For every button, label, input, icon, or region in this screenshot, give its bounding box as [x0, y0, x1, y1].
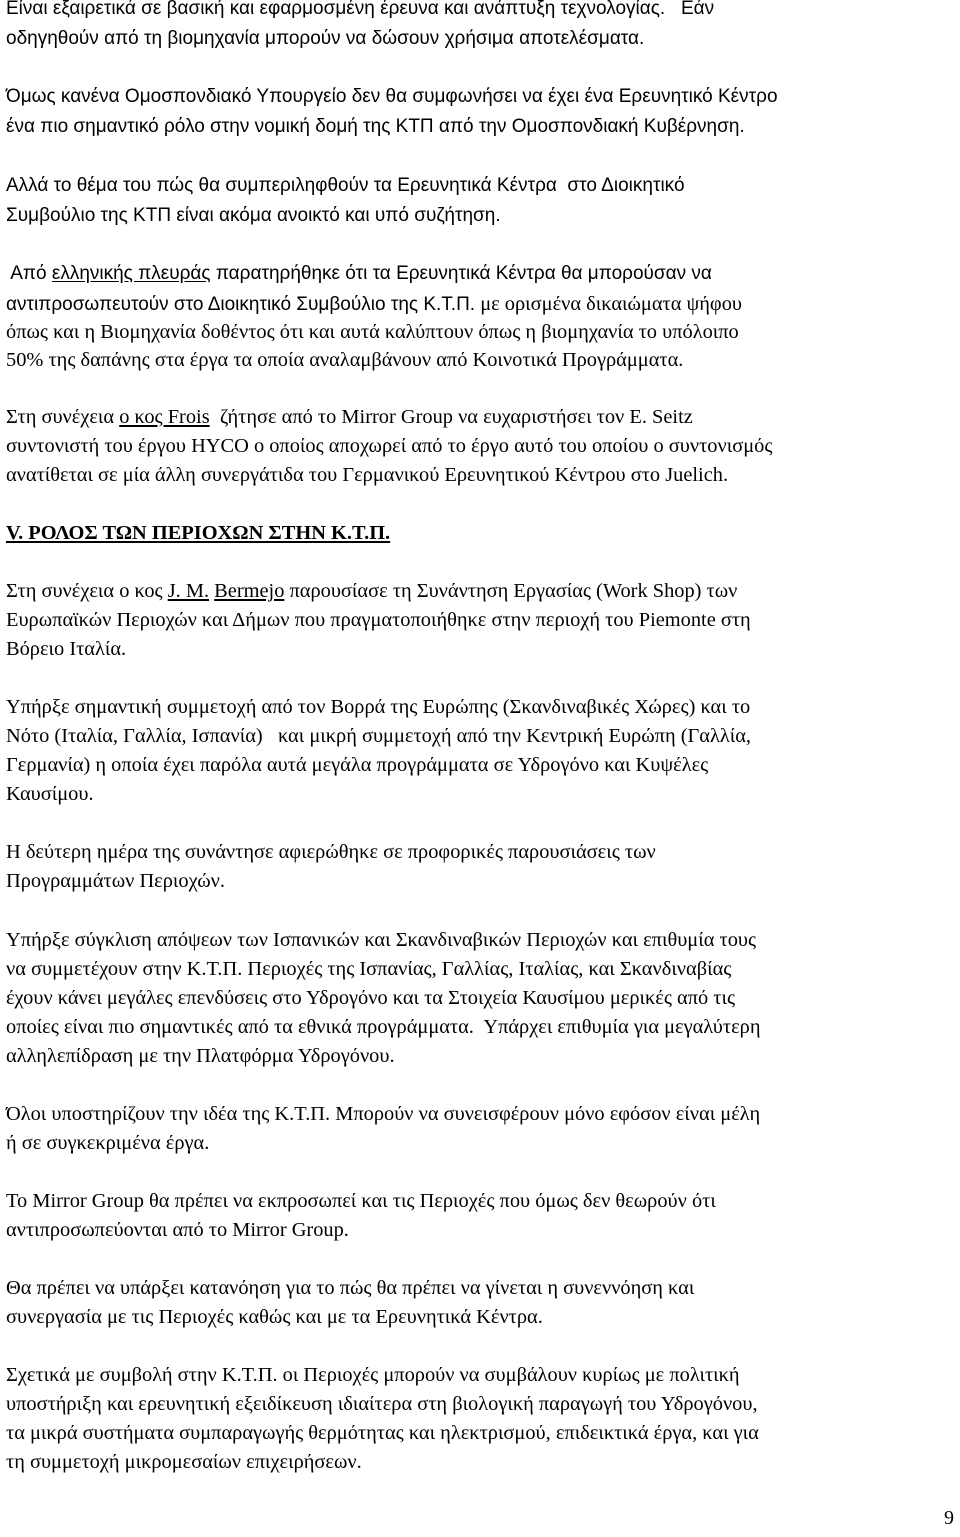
page-number: 9: [944, 1507, 954, 1529]
paragraph-line: Ευρωπαϊκών Περιοχών και Δήμων που πραγματοποιήθηκε στην περιοχή του Piemonte στη: [6, 609, 751, 631]
paragraph-line: Προγραμμάτων Περιοχών.: [6, 870, 225, 892]
paragraph-line: Συμβούλιο της ΚΤΠ είναι ακόμα ανοικτό και υπό συζήτηση.: [6, 205, 501, 226]
paragraph-line: ένα πιο σημαντικό ρόλο στην νομική δομή της ΚΤΠ από την Ομοσπονδιακή Κυβέρνηση.: [6, 116, 745, 137]
paragraph-line: [6, 289, 954, 320]
paragraph-line: τα μικρά συστήματα συμπαραγωγής θερμότητας και ηλεκτρισμού, επιδεικτικά έργα, και για: [6, 1422, 759, 1444]
paragraph-line: [6, 259, 954, 289]
paragraph-line: Αλλά το θέμα του πώς θα συμπεριληφθούν τα Ερευνητικά Κέντρα στο Διοικητικό: [6, 175, 685, 196]
paragraph-line: συνεργασία με τις Περιοχές καθώς και με τα Ερευνητικά Κέντρα.: [6, 1306, 543, 1328]
paragraph-line: Καυσίμου.: [6, 783, 94, 805]
paragraph-line: Υπήρξε σημαντική συμμετοχή από τον Βορρά της Ευρώπης (Σκανδιναβικές Χώρες) και το: [6, 696, 751, 718]
paragraph-line: Θα πρέπει να υπάρξει κατανόηση για το πώς θα πρέπει να γίνεται η συνεννόηση και: [6, 1277, 695, 1299]
paragraph-line: Νότο (Ιταλία, Γαλλία, Ισπανία) και μικρή συμμετοχή από την Κεντρική Ευρώπη (Γαλλία,: [6, 725, 752, 747]
paragraph-line: να συμμετέχουν στην Κ.Τ.Π. Περιοχές της Ισπανίας, Γαλλίας, Ιταλίας, και Σκανδιναβίας: [6, 958, 732, 980]
paragraph-line: αντιπροσωπεύονται από το Mirror Group.: [6, 1219, 349, 1241]
paragraph-line: όπως και η Βιομηχανία δοθέντος ότι και αυτά καλύπτουν όπως η βιομηχανία το υπόλοιπο: [6, 321, 739, 343]
paragraph-line: υποστήριξη και ερευνητική εξειδίκευση ιδιαίτερα στη βιολογική παραγωγή του Υδρογόνου,: [6, 1393, 758, 1415]
underlined-text: J. M.: [167, 580, 210, 602]
paragraph-line: ανατίθεται σε μία άλλη συνεργάτιδα του Γερμανικού Ερευνητικού Κέντρου στο Juelich.: [6, 464, 729, 486]
paragraph-line: οδηγηθούν από τη βιομηχανία μπορούν να δώσουν χρήσιμα αποτελέσματα.: [6, 28, 645, 49]
paragraph-line: συντονιστή του έργου HYCO ο οποίος αποχωρεί από το έργο αυτό του οποίου ο συντονισμός: [6, 435, 773, 457]
text-run: παρουσίασε τη Συνάντηση Εργασίας (Work Shop) των: [284, 580, 738, 602]
paragraph-line: Όλοι υποστηρίζουν την ιδέα της Κ.Τ.Π. Μπορούν να συνεισφέρουν μόνο εφόσον είναι μέλη: [6, 1103, 761, 1125]
underlined-text: Bermejo: [214, 580, 285, 602]
section-heading: V. ΡΟΛΟΣ ΤΩΝ ΠΕΡΙΟΧΩΝ ΣΤΗΝ Κ.Τ.Π.: [6, 522, 391, 544]
text-run: αντιπροσωπευτούν στο Διοικητικό Συμβούλιο της Κ.Τ.Π.: [6, 294, 476, 315]
text-run: Στη συνέχεια: [6, 406, 120, 428]
paragraph-line: Βόρειο Ιταλία.: [6, 638, 127, 660]
paragraph-line: [6, 576, 954, 606]
underlined-text: ο κος Frois: [119, 406, 210, 428]
paragraph-line: Όμως κανένα Ομοσπονδιακό Υπουργείο δεν θα συμφωνήσει να έχει ένα Ερευνητικό Κέντρο: [6, 86, 778, 107]
text-run: ζήτησε από το Mirror Group να ευχαριστήσει τον E. Seitz: [209, 406, 693, 428]
paragraph-line: ή σε συγκεκριμένα έργα.: [6, 1132, 210, 1154]
text-run: Στη συνέχεια ο κος: [6, 580, 168, 602]
paragraph-line: οποίες είναι πιο σημαντικές από τα εθνικά προγράμματα. Υπάρχει επιθυμία για μεγαλύτερη: [6, 1016, 761, 1038]
paragraph-line: τη συμμετοχή μικρομεσαίων επιχειρήσεων.: [6, 1451, 362, 1473]
paragraph-line: αλληλεπίδραση με την Πλατφόρμα Υδρογόνου.: [6, 1045, 395, 1067]
paragraph-line: Σχετικά με συμβολή στην Κ.Τ.Π. οι Περιοχές μπορούν να συμβάλουν κυρίως με πολιτική: [6, 1364, 740, 1386]
paragraph-line: [6, 402, 954, 432]
paragraph-line: Είναι εξαιρετικά σε βασική και εφαρμοσμένη έρευνα και ανάπτυξη τεχνολογίας. Εάν: [6, 0, 715, 19]
underlined-text: ελληνικής πλευράς: [51, 263, 211, 284]
paragraph-line: Το Mirror Group θα πρέπει να εκπροσωπεί και τις Περιοχές που όμως δεν θεωρούν ότι: [6, 1190, 716, 1212]
paragraph-line: 50% της δαπάνης στα έργα τα οποία αναλαμβάνουν από Κοινοτικά Προγράμματα.: [6, 349, 684, 371]
text-run: Από: [6, 263, 52, 284]
paragraph-line: Γερμανία) η οποία έχει παρόλα αυτά μεγάλα προγράμματα σε Υδρογόνο και Κυψέλες: [6, 754, 709, 776]
paragraph-line: Υπήρξε σύγκλιση απόψεων των Ισπανικών και Σκανδιναβικών Περιοχών και επιθυμία τους: [6, 929, 757, 951]
text-run: παρατηρήθηκε ότι τα Ερευνητικά Κέντρα θα μπορούσαν να: [210, 263, 712, 284]
paragraph-line: Η δεύτερη ημέρα της συνάντησε αφιερώθηκε σε προφορικές παρουσιάσεις των: [6, 841, 656, 863]
paragraph-line: έχουν κάνει μεγάλες επενδύσεις στο Υδρογόνο και τα Στοιχεία Καυσίμου μερικές από τις: [6, 987, 736, 1009]
text-run: με ορισμένα δικαιώματα ψήφου: [475, 293, 742, 315]
